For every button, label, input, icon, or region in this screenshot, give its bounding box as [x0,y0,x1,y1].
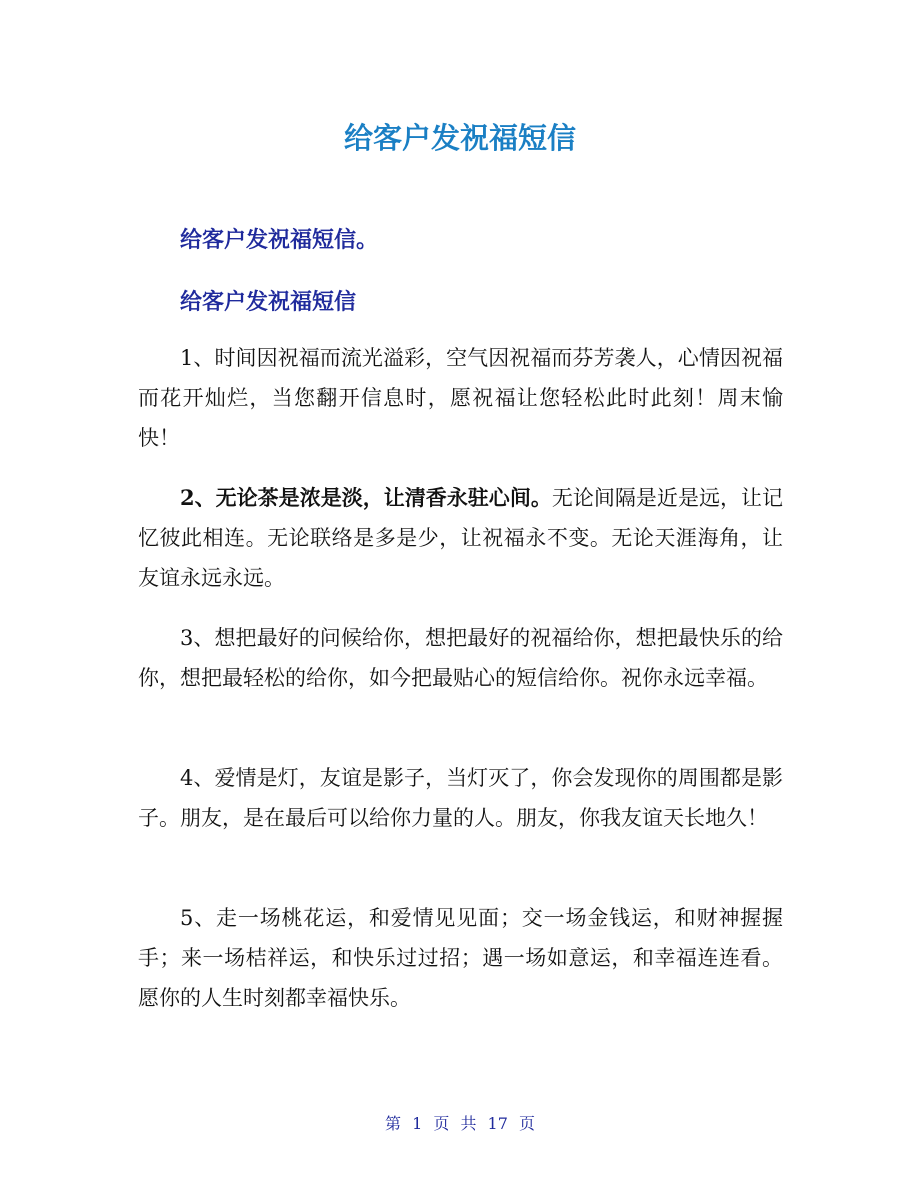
paragraph-2-text: 无论间隔是近是远，让记忆彼此相连。无论联络是多是少，让祝福永不变。无论天涯海角，让友谊永远永远。 [138,486,783,590]
paragraph-2-lead: 2、无论茶是浓是淡，让清香永驻心间。 [180,485,552,510]
subheading-section: 给客户发祝福短信 [180,290,357,315]
page-title: 给客户发祝福短信 [343,121,576,155]
page-number-footer: 第 1 页 共 17 页 [385,1114,535,1133]
subheading-summary: 给客户发祝福短信。 [180,228,379,253]
paragraph-2 [138,478,783,598]
paragraph-3 [138,618,783,698]
paragraph-3-text: 3、想把最好的问候给你，想把最好的祝福给你，想把最快乐的给你，想把最轻松的给你，如今把最贴心的短信给你。祝你永远幸福。 [138,626,783,690]
paragraph-4 [138,758,783,838]
paragraph-1 [138,338,783,458]
paragraph-5 [138,898,783,1018]
paragraph-1-text: 1、时间因祝福而流光溢彩，空气因祝福而芬芳袭人，心情因祝福而花开灿烂，当您翻开信息时，愿祝福让您轻松此时此刻！周末愉快！ [138,346,783,450]
paragraph-4-text: 4、爱情是灯，友谊是影子，当灯灭了，你会发现你的周围都是影子。朋友，是在最后可以给你力量的人。朋友，你我友谊天长地久！ [138,766,783,830]
paragraph-5-text: 5、走一场桃花运，和爱情见见面；交一场金钱运，和财神握握手；来一场桔祥运，和快乐过过招；遇一场如意运，和幸福连连看。愿你的人生时刻都幸福快乐。 [138,906,783,1010]
